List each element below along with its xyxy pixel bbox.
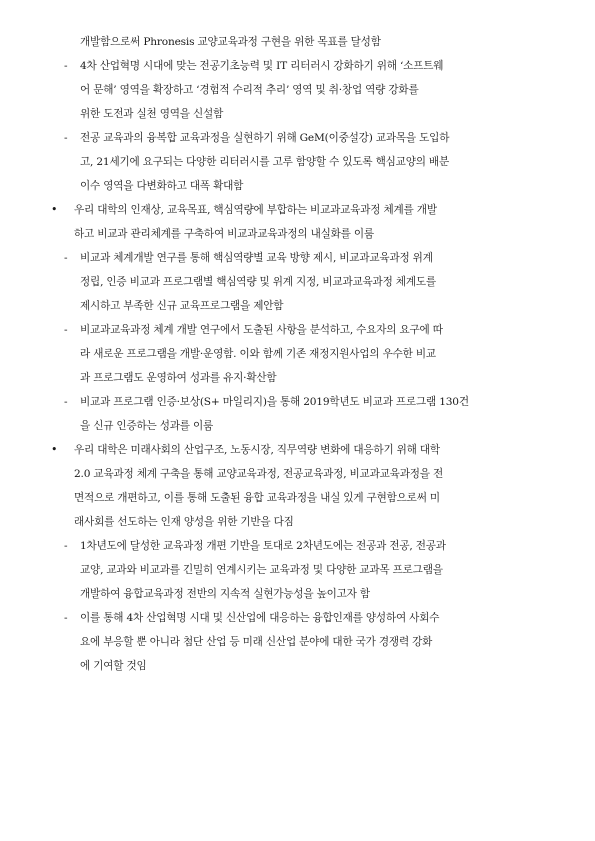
- text-line: 이를 통해 4차 산업혁명 시대 및 신산업에 대응하는 융합인재를 양성하여 사회수: [80, 612, 440, 624]
- dash-marker: -: [64, 540, 68, 552]
- text-line: 고, 21세기에 요구되는 다양한 리터러시를 고루 함양할 수 있도록 핵심교양의 배분: [80, 156, 449, 168]
- bullet-marker: •: [51, 443, 58, 456]
- dash-marker: -: [64, 132, 68, 144]
- dash-list-item: [60, 318, 542, 390]
- text-line: 1차년도에 달성한 교육과정 개편 기반을 토대로 2차년도에는 전공과 전공, 전공과: [80, 540, 446, 552]
- text-line: 우리 대학은 미래사회의 산업구조, 노동시장, 직무역량 변화에 대응하기 위해 대학: [74, 444, 440, 456]
- text-line: 정립, 인증 비교과 프로그램별 핵심역량 및 위계 지정, 비교과교육과정 체계도를: [80, 276, 436, 288]
- dash-marker: -: [64, 612, 68, 624]
- text-line: 요에 부응할 뿐 아니라 첨단 산업 등 미래 신산업 분야에 대한 국가 경쟁력 강화: [80, 636, 433, 648]
- text-line: 전공 교육과의 융복합 교육과정을 실현하기 위해 GeM(이중설강) 교과목을 도입하: [80, 132, 450, 144]
- text-line: 우리 대학의 인재상, 교육목표, 핵심역량에 부합하는 비교과교육과정 체계를 개발: [74, 204, 437, 216]
- document-body: [51, 30, 542, 678]
- text-line: 개발하여 융합교육과정 전반의 지속적 실현가능성을 높이고자 함: [80, 588, 370, 600]
- text-line: 2.0 교육과정 체계 구축을 통해 교양교육과정, 전공교육과정, 비교과교육과정을 전: [74, 468, 443, 480]
- dash-list-item: [60, 54, 542, 126]
- text-line: 비교과 프로그램 인증·보상(S+ 마일리지)을 통해 2019학년도 비교과 프로그램 130건: [80, 396, 469, 408]
- text-line: 비교과 체계개발 연구를 통해 핵심역량별 교육 방향 제시, 비교과교육과정 위계: [80, 252, 433, 264]
- text-line: 래사회를 선도하는 인재 양성을 위한 기반을 다짐: [74, 516, 294, 528]
- dash-marker: -: [64, 60, 68, 72]
- text-line: 제시하고 부족한 신규 교육프로그램을 제안함: [80, 300, 284, 312]
- dash-marker: -: [64, 324, 68, 336]
- text-line: 에 기여할 것임: [80, 660, 147, 672]
- dash-list-item: [60, 126, 542, 198]
- bullet-marker: •: [51, 203, 58, 216]
- dash-marker: -: [64, 252, 68, 264]
- text-line: 4차 산업혁명 시대에 맞는 전공기초능력 및 IT 리터러시 강화하기 위해 ‘소프트웨: [80, 60, 444, 72]
- content-blocks: [51, 54, 542, 678]
- text-line: 교양, 교과와 비교과를 긴밀히 연계시키는 교육과정 및 다양한 교과목 프로그램을: [80, 564, 443, 576]
- dash-list-item: [60, 534, 542, 606]
- text-line: 라 새로운 프로그램을 개발·운영함. 이와 함께 기존 재정지원사업의 우수한 비교: [80, 348, 436, 360]
- bullet-paragraph: [51, 198, 542, 246]
- text-line: 을 신규 인증하는 성과를 이룸: [80, 420, 214, 432]
- dash-list-item: [60, 606, 542, 678]
- text-line: 위한 도전과 실천 영역을 신설함: [80, 108, 224, 120]
- dash-list-item: [60, 246, 542, 318]
- text-line: 면적으로 개편하고, 이를 통해 도출된 융합 교육과정을 내실 있게 구현함으로써 미: [74, 492, 440, 504]
- text-line: 어 문해’ 영역을 확장하고 ‘경험적 수리적 추리’ 영역 및 취·창업 역량 강화를: [80, 84, 419, 96]
- intro-paragraph: [60, 30, 542, 54]
- text-line: 하고 비교과 관리체계를 구축하여 비교과교육과정의 내실화를 이룸: [74, 228, 374, 240]
- text-line: 비교과교육과정 체계 개발 연구에서 도출된 사항을 분석하고, 수요자의 요구에 따: [80, 324, 443, 336]
- text-line: 이수 영역을 다변화하고 대폭 확대함: [80, 180, 244, 192]
- bullet-paragraph: [51, 438, 542, 534]
- dash-marker: -: [64, 396, 68, 408]
- text-line: 개발함으로써 Phronesis 교양교육과정 구현을 위한 목표를 달성함: [80, 36, 381, 48]
- text-line: 과 프로그램도 운영하여 성과를 유지·확산함: [80, 372, 277, 384]
- dash-list-item: [60, 390, 542, 438]
